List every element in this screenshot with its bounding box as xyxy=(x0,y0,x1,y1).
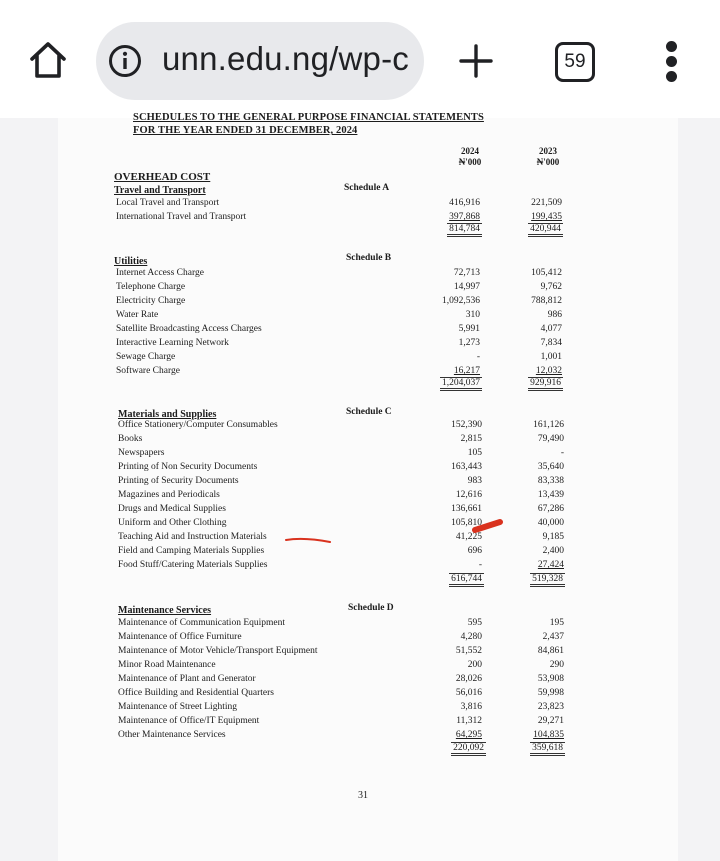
row-value-2024: 1,273 xyxy=(458,338,480,348)
table-row xyxy=(116,366,596,380)
table-row xyxy=(118,646,598,660)
row-value-2024: 105,810 xyxy=(451,518,482,528)
col-header-2024 xyxy=(440,146,500,168)
row-label: Newspapers xyxy=(118,448,165,458)
row-value-2024: 16,217 xyxy=(453,366,480,376)
total-2024: 616,744 xyxy=(449,573,484,587)
row-value-2024: 200 xyxy=(467,660,482,670)
row-label: Sewage Charge xyxy=(116,352,176,362)
row-label: Maintenance of Plant and Generator xyxy=(118,674,256,684)
plus-icon xyxy=(457,42,495,80)
row-value-2024: - xyxy=(476,352,480,362)
row-value-2024: 136,661 xyxy=(451,504,482,514)
row-value-2023: 161,126 xyxy=(533,420,564,430)
row-value-2023: 2,400 xyxy=(542,546,564,556)
schedule-c-label: Schedule C xyxy=(346,407,392,417)
table-row xyxy=(116,310,596,324)
new-tab-button[interactable] xyxy=(457,42,495,80)
row-value-2024: 163,443 xyxy=(451,462,482,472)
row-value-2023: 2,437 xyxy=(542,632,564,642)
row-value-2024: 4,280 xyxy=(460,632,482,642)
row-value-2024: 152,390 xyxy=(451,420,482,430)
row-value-2024: 56,016 xyxy=(455,688,482,698)
row-value-2023: 12,032 xyxy=(535,366,562,376)
total-2024: 1,204,037 xyxy=(440,377,482,391)
row-value-2023: 67,286 xyxy=(537,504,564,514)
row-value-2024: 397,868 xyxy=(449,212,480,222)
col-2024-year: 2024 xyxy=(461,146,479,156)
row-value-2023: 59,998 xyxy=(537,688,564,698)
table-row xyxy=(118,448,598,462)
row-label: Printing of Non Security Documents xyxy=(118,462,258,472)
doc-header-line2: FOR THE YEAR ENDED 31 DECEMBER, 2024 xyxy=(133,125,358,136)
url-text[interactable]: unn.edu.ng/wp-c xyxy=(162,40,410,77)
table-row xyxy=(118,674,598,688)
row-label: Electricity Charge xyxy=(116,296,186,306)
row-label: Field and Camping Materials Supplies xyxy=(118,546,265,556)
row-value-2024: 3,816 xyxy=(460,702,482,712)
row-label: International Travel and Transport xyxy=(116,212,247,222)
row-label: Maintenance of Communication Equipment xyxy=(118,618,286,628)
total-2023: 929,916 xyxy=(528,377,563,391)
row-label: Other Maintenance Services xyxy=(118,730,226,740)
row-value-2024: 41,225 xyxy=(455,532,482,542)
total-2023: 519,328 xyxy=(530,573,565,587)
schedule-b-label: Schedule B xyxy=(346,253,392,263)
row-label: Books xyxy=(118,434,143,444)
table-row xyxy=(116,268,596,282)
table-row xyxy=(118,518,598,532)
row-value-2023: - xyxy=(560,448,564,458)
row-label: Software Charge xyxy=(116,366,180,376)
row-label: Food Stuff/Catering Materials Supplies xyxy=(118,560,268,570)
row-value-2023: 104,835 xyxy=(533,730,564,740)
row-value-2024: 64,295 xyxy=(455,730,482,740)
row-label: Local Travel and Transport xyxy=(116,198,220,208)
row-value-2023: 23,823 xyxy=(537,702,564,712)
table-row xyxy=(116,338,596,352)
section-title-maintenance: Maintenance Services xyxy=(118,605,212,616)
row-value-2024: 2,815 xyxy=(460,434,482,444)
section-title-travel: Travel and Transport xyxy=(114,185,206,196)
page-number: 31 xyxy=(358,790,368,801)
tab-switcher-button[interactable]: 59 xyxy=(555,42,595,82)
total-2024: 814,784 xyxy=(447,223,482,237)
table-row xyxy=(116,296,596,310)
browser-toolbar xyxy=(0,0,720,119)
section-title-utilities: Utilities xyxy=(114,256,148,267)
row-value-2023: 83,338 xyxy=(537,476,564,486)
table-row xyxy=(118,490,598,504)
row-value-2023: 53,908 xyxy=(537,674,564,684)
table-row xyxy=(116,198,596,212)
col-2023-year: 2023 xyxy=(539,146,557,156)
row-value-2024: 595 xyxy=(467,618,482,628)
total-2023: 359,618 xyxy=(530,742,565,756)
row-label: Water Rate xyxy=(116,310,159,320)
section-title-materials: Materials and Supplies xyxy=(118,409,217,420)
row-value-2024: 105 xyxy=(467,448,482,458)
row-value-2024: 14,997 xyxy=(453,282,480,292)
row-value-2024: 983 xyxy=(467,476,482,486)
table-row xyxy=(118,702,598,716)
row-value-2024: 12,616 xyxy=(455,490,482,500)
row-label: Maintenance of Motor Vehicle/Transport Equipment xyxy=(118,646,318,656)
row-label: Office Stationery/Computer Consumables xyxy=(118,420,278,430)
row-label: Minor Road Maintenance xyxy=(118,660,216,670)
row-value-2023: 4,077 xyxy=(540,324,562,334)
row-value-2023: 788,812 xyxy=(531,296,562,306)
row-label: Maintenance of Street Lighting xyxy=(118,702,237,712)
table-row xyxy=(118,730,598,744)
table-row xyxy=(118,632,598,646)
info-icon[interactable] xyxy=(108,44,142,78)
table-row xyxy=(116,212,596,226)
row-value-2024: 416,916 xyxy=(449,198,480,208)
row-value-2023: 7,834 xyxy=(540,338,562,348)
red-highlight-annotation xyxy=(472,518,504,534)
schedule-d-label: Schedule D xyxy=(348,603,394,613)
row-value-2024: 1,092,536 xyxy=(442,296,480,306)
table-row xyxy=(118,688,598,702)
row-label: Telephone Charge xyxy=(116,282,186,292)
red-underline-annotation xyxy=(284,536,332,544)
row-label: Teaching Aid and Instruction Materials xyxy=(118,532,267,542)
home-button[interactable] xyxy=(26,38,70,82)
row-value-2024: 11,312 xyxy=(456,716,482,726)
row-label: Printing of Security Documents xyxy=(118,476,239,486)
table-row xyxy=(118,504,598,518)
row-value-2023: 27,424 xyxy=(537,560,564,570)
table-row xyxy=(118,618,598,632)
table-row xyxy=(118,462,598,476)
row-label: Uniform and Other Clothing xyxy=(118,518,227,528)
row-value-2024: 310 xyxy=(465,310,480,320)
total-2023: 420,944 xyxy=(528,223,563,237)
row-value-2023: 1,001 xyxy=(540,352,562,362)
row-value-2023: 199,435 xyxy=(531,212,562,222)
table-row xyxy=(118,532,598,546)
row-value-2024: 696 xyxy=(467,546,482,556)
row-value-2023: 221,509 xyxy=(531,198,562,208)
table-row xyxy=(118,434,598,448)
row-value-2023: 84,861 xyxy=(537,646,564,656)
row-value-2023: 13,439 xyxy=(537,490,564,500)
row-value-2023: 79,490 xyxy=(537,434,564,444)
row-label: Magazines and Periodicals xyxy=(118,490,220,500)
home-icon xyxy=(26,38,70,82)
row-label: Satellite Broadcasting Access Charges xyxy=(116,324,262,334)
row-value-2024: 28,026 xyxy=(455,674,482,684)
row-value-2023: 986 xyxy=(547,310,562,320)
row-label: Maintenance of Office Furniture xyxy=(118,632,242,642)
row-value-2023: 40,000 xyxy=(537,518,564,528)
more-vert-icon[interactable] xyxy=(660,40,684,84)
row-value-2024: 51,552 xyxy=(455,646,482,656)
table-row xyxy=(118,716,598,730)
row-value-2023: 9,185 xyxy=(542,532,564,542)
col-2023-unit: ₦'000 xyxy=(536,157,560,167)
col-header-2023 xyxy=(518,146,578,168)
row-label: Internet Access Charge xyxy=(116,268,204,278)
table-row xyxy=(118,420,598,434)
row-label: Interactive Learning Network xyxy=(116,338,229,348)
row-value-2024: 5,991 xyxy=(458,324,480,334)
table-row xyxy=(116,324,596,338)
overhead-cost-title: OVERHEAD COST xyxy=(114,171,211,183)
row-value-2023: 9,762 xyxy=(540,282,562,292)
schedule-a-label: Schedule A xyxy=(344,183,390,193)
doc-header-line1: SCHEDULES TO THE GENERAL PURPOSE FINANCIAL STATEMENTS xyxy=(133,112,484,123)
table-row xyxy=(118,560,598,574)
table-row xyxy=(116,282,596,296)
row-label: Maintenance of Office/IT Equipment xyxy=(118,716,260,726)
row-value-2023: 29,271 xyxy=(537,716,564,726)
col-2024-unit: ₦'000 xyxy=(458,157,482,167)
table-row xyxy=(116,352,596,366)
row-value-2023: 195 xyxy=(549,618,564,628)
table-row xyxy=(118,660,598,674)
address-bar[interactable] xyxy=(96,22,424,100)
row-label: Drugs and Medical Supplies xyxy=(118,504,226,514)
row-value-2024: 72,713 xyxy=(453,268,480,278)
table-row xyxy=(118,546,598,560)
row-value-2023: 105,412 xyxy=(531,268,562,278)
row-value-2024: - xyxy=(478,560,482,570)
table-row xyxy=(118,476,598,490)
total-2024: 220,092 xyxy=(451,742,486,756)
row-value-2023: 35,640 xyxy=(537,462,564,472)
row-label: Office Building and Residential Quarters xyxy=(118,688,275,698)
row-value-2023: 290 xyxy=(549,660,564,670)
